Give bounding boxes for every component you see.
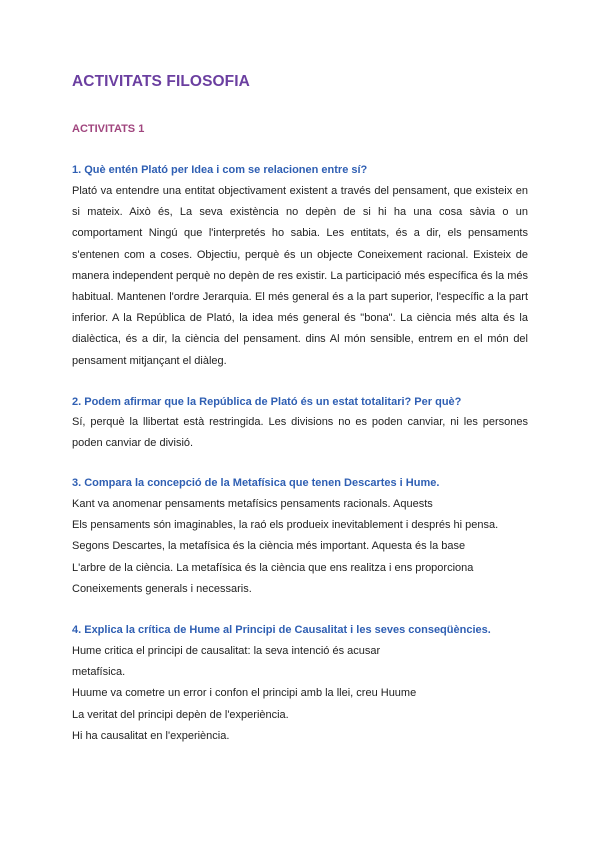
section-title: ACTIVITATS 1 <box>72 123 145 135</box>
answer-line: Segons Descartes, la metafísica és la ciència més important. Aquesta és la base <box>72 540 466 553</box>
question-3-answer <box>72 494 528 600</box>
answer-line: L'arbre de la ciència. La metafísica és la ciència que ens realitza i ens proporciona <box>72 561 474 574</box>
question-4-heading: 4. Explica la crítica de Hume al Principi de Causalitat i les seves conseqüències. <box>72 624 491 636</box>
question-1-heading: 1. Què entén Plató per Idea i com se relacionen entre sí? <box>72 164 368 176</box>
answer-line: Els pensaments són imaginables, la raó els produeix inevitablement i després hi pensa. <box>72 519 499 532</box>
answer-line: Hi ha causalitat en l'experiència. <box>72 729 230 742</box>
document-title: ACTIVITATS FILOSOFIA <box>72 73 250 90</box>
question-3-heading: 3. Compara la concepció de la Metafísica que tenen Descartes i Hume. <box>72 477 440 489</box>
question-2-heading: 2. Podem afirmar que la República de Plató és un estat totalitari? Per què? <box>72 396 462 408</box>
answer-line: metafísica. <box>72 666 126 679</box>
answer-line: Kant va anomenar pensaments metafísics pensaments racionals. Aquests <box>72 498 433 510</box>
answer-line: La veritat del principi depèn de l'experiència. <box>72 708 289 721</box>
answer-line: Huume va cometre un error i confon el principi amb la llei, creu Huume <box>72 687 417 700</box>
question-2-answer: Sí, perquè la llibertat està restringida. Les divisions no es poden canviar, ni les persones poden canviar de divisió. <box>72 416 528 450</box>
question-4-answer <box>72 641 528 747</box>
answer-line: Coneixements generals i necessaris. <box>72 582 252 595</box>
answer-line: Hume critica el principi de causalitat: la seva intenció és acusar <box>72 645 381 657</box>
question-1-answer: Plató va entendre una entitat objectivament existent a través del pensament, que existeix en si mateix. Això és, La seva existència no depèn de si hi ha una cosa sàvia o un comportament Ningú que l'interpretés ho sabia. Les entitats, és a dir, els pensaments s'entenen com a coses. Objectiu, perquè és un objecte Coneixement racional. Existeix de manera independent perquè no depèn de res existir. La participació més específica és la més habitual. Mantenen l'ordre Jerarquia. El més general és a la part superior, l'específic a la part inferior. A la República de Plató, la idea més general és "bona". La ciència més alta és la dialèctica, és a dir, la ciència del pensament. dins Al món sensible, entrem en el món del pensament mitjançant el diàleg. <box>72 185 528 367</box>
